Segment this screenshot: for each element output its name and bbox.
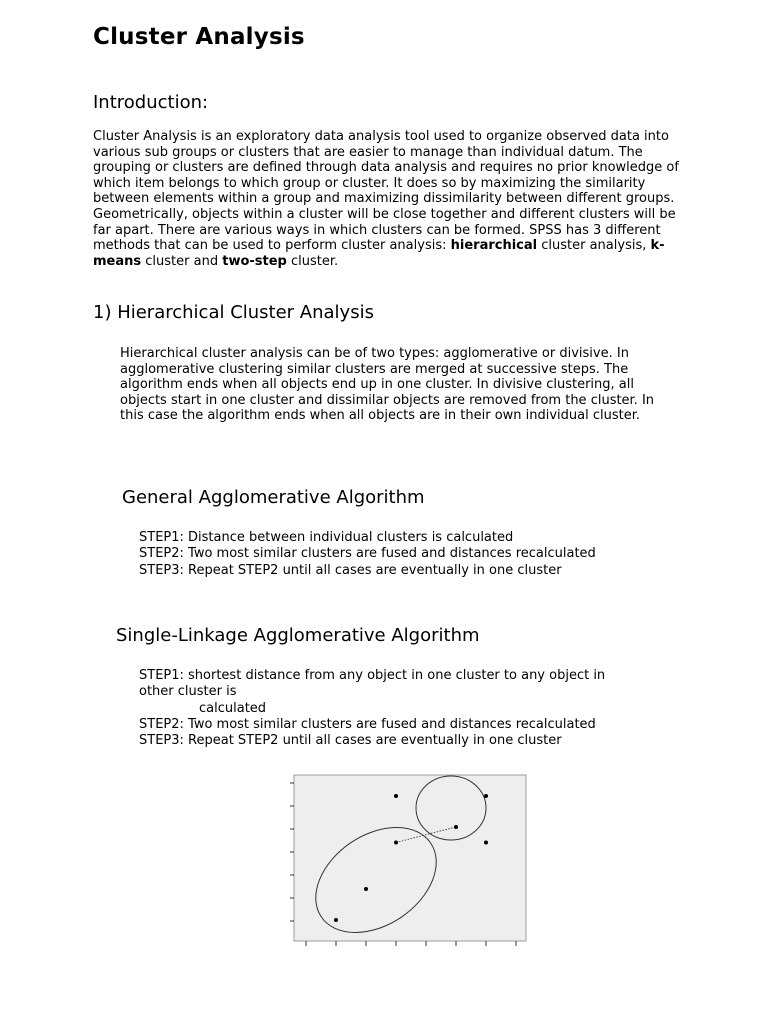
introduction-paragraph (93, 129, 683, 269)
data-point-7 (334, 918, 338, 922)
intro-text-1: Cluster Analysis is an exploratory data analysis tool used to organize observed data into various sub groups or clusters that are easier to manage than individual datum. The grouping or clusters are defined through data analysis and requires no prior knowledge of which item belongs to which group or cluster. It does so by maximizing the similarity between elements within a group and maximizing dissimilarity between different groups. Geometrically, objects within a cluster will be close together and different clusters will be far apart. There are various ways in which clusters can be formed. SPSS has 3 different methods that can be used to perform cluster analysis: (93, 129, 679, 254)
intro-bold-hierarchical: hierarchical (450, 238, 538, 254)
hierarchical-paragraph: Hierarchical cluster analysis can be of two types: agglomerative or divisive. In agglomerative clustering similar clusters are merged at successive steps. The algorithm ends when all objects end up in one cluster. In divisive clustering, all objects start in one cluster and dissimilar objects are removed from the cluster. In this case the algorithm ends when all objects are in their own individual cluster. (120, 346, 655, 424)
cluster-scatter-figure (288, 770, 528, 950)
data-point-2 (394, 841, 398, 845)
single-linkage-heading: Single-Linkage Agglomerative Algorithm (116, 625, 480, 646)
data-point-1 (394, 794, 398, 798)
general-step-3: STEP3: Repeat STEP2 until all cases are eventually in one cluster (139, 562, 562, 578)
general-algorithm-heading: General Agglomerative Algorithm (122, 487, 425, 508)
hierarchical-heading: 1) Hierarchical Cluster Analysis (93, 302, 374, 323)
single-step-1-line-2: other cluster is (139, 684, 237, 700)
data-point-5 (484, 841, 488, 845)
page-title: Cluster Analysis (93, 24, 305, 50)
single-step-1-line-1: STEP1: shortest distance from any object in one cluster to any object in (139, 668, 606, 683)
single-step-2: STEP2: Two most similar clusters are fused and distances recalculated (139, 716, 596, 732)
introduction-heading: Introduction: (93, 92, 209, 113)
intro-text-2: cluster analysis, (541, 238, 647, 254)
intro-text-4: cluster. (291, 253, 339, 269)
x-axis-ticks (306, 941, 516, 946)
intro-bold-kmeans: k-means (93, 238, 665, 269)
data-point-4 (484, 794, 488, 798)
intro-text-3: cluster and (145, 253, 219, 269)
y-axis-ticks (290, 783, 294, 921)
single-linkage-steps (139, 668, 605, 749)
general-step-2: STEP2: Two most similar clusters are fused and distances recalculated (139, 546, 596, 562)
plot-area (294, 775, 526, 941)
single-step-1-line-3: calculated (199, 700, 267, 716)
general-step-1: STEP1: Distance between individual clusters is calculated (139, 530, 514, 545)
data-point-6 (364, 887, 368, 891)
single-step-3: STEP3: Repeat STEP2 until all cases are eventually in one cluster (139, 733, 562, 749)
general-algorithm-steps (139, 530, 596, 579)
data-point-3 (454, 825, 458, 829)
intro-bold-twostep: two-step (222, 253, 287, 269)
